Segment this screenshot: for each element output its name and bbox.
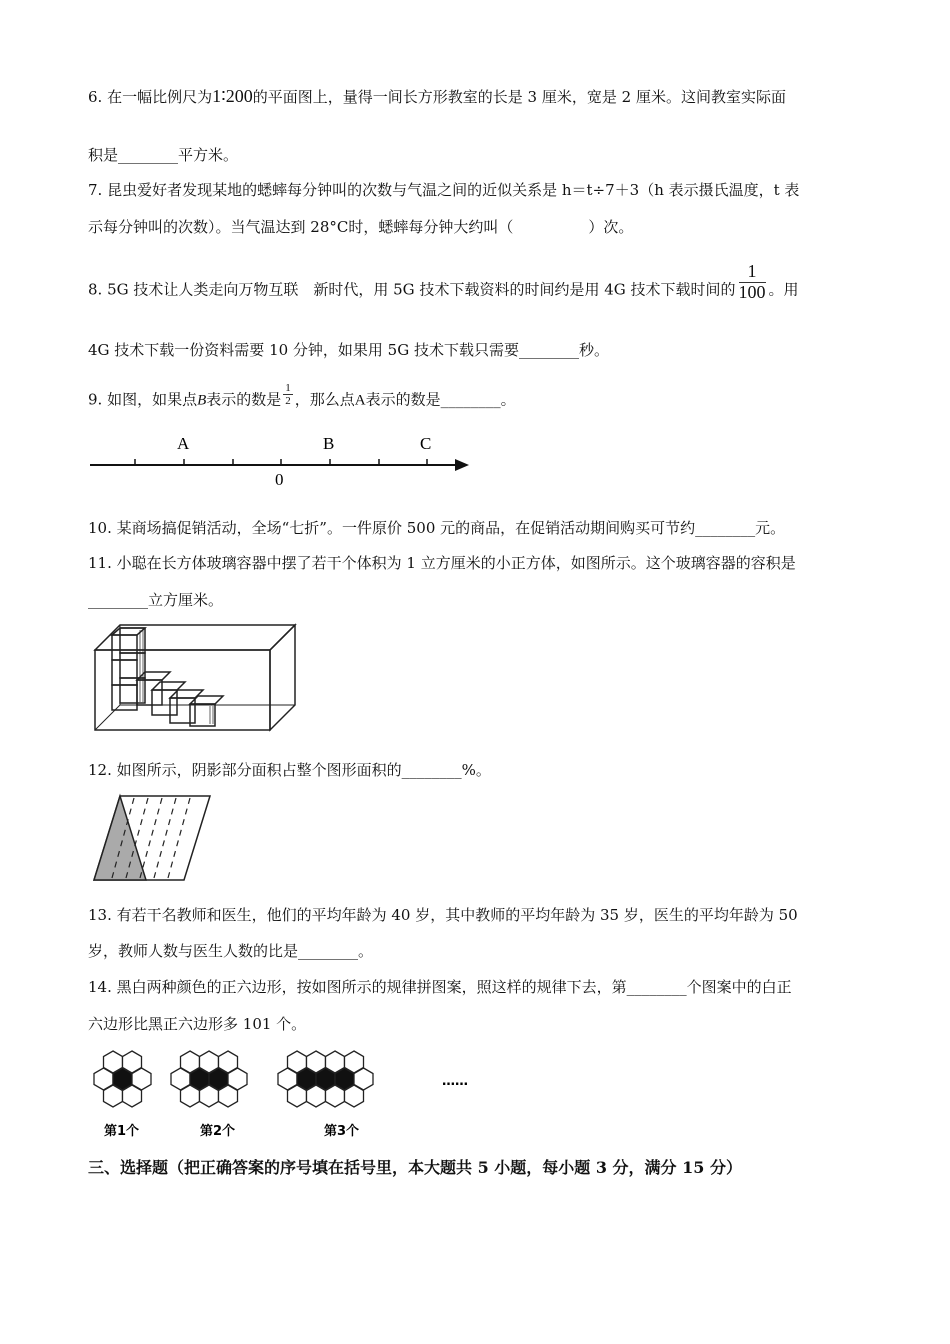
q8-line1 [88,261,799,311]
pattern-3 [278,1051,373,1107]
q14-line2: 六边形比黑正六边形多 101 个。 [88,1015,307,1033]
q11-line2: ________立方厘米。 [88,591,224,609]
section3-heading: 三、选择题（把正确答案的序号填在括号里，本大题共 5 小题，每小题 3 分，满分 15 分） [88,1158,742,1177]
axis-label-a: A [177,434,190,453]
axis-label-zero: 0 [275,470,284,489]
q8-text-post: 。用 [768,280,799,299]
q6-scale: 1∶200 [212,86,253,106]
point-b-label: B [197,392,207,409]
pattern-ellipsis: …… [442,1074,468,1089]
parallelogram-diagram [90,792,215,884]
number-line-diagram [85,425,485,495]
q6-text-post: 的平面图上，量得一间长方形教室的长是 3 厘米，宽是 2 厘米。这间教室实际面 [252,88,786,106]
q6-text-pre: 6. 在一幅比例尺为 [88,88,213,106]
caption-3: 第3个 [324,1124,360,1139]
q13-line1: 13. 有若干名教师和医生，他们的平均年龄为 40 岁，其中教师的平均年龄为 35 岁，医生的平均年龄为 50 [88,906,798,924]
q10-line1: 10. 某商场搞促销活动，全场“七折”。一件原价 500 元的商品，在促销活动期间购买可节约________元。 [88,519,786,537]
q13-line2: 岁，教师人数与医生人数的比是________。 [88,942,374,960]
q6-line1 [88,86,786,107]
pattern-2 [171,1051,247,1107]
q8-text-pre: 8. 5G 技术让人类走向万物互联 新时代，用 5G 技术下载资料的时间约是用 4G 技术下载时间的 [88,280,736,299]
q7-line2: 示每分钟叫的次数）。当气温达到 28°C时，蟋蟀每分钟大约叫（ ）次。 [88,218,634,236]
q11-line1: 11. 小聪在长方体玻璃容器中摆了若干个体积为 1 立方厘米的小正方体，如图所示。这个玻璃容器的容积是 [88,554,796,572]
q8-fraction: $\frac{1}{100}$ [738,261,766,302]
q12-line1: 12. 如图所示，阴影部分面积占整个图形面积的________%。 [88,761,491,779]
q9-fraction: $\frac{1}{2}$ [285,382,291,408]
hexagon-pattern-diagram [90,1045,490,1145]
caption-2: 第2个 [200,1124,236,1139]
pattern-1 [94,1051,151,1107]
glass-container-diagram [90,620,305,735]
q8-line2: 4G 技术下载一份资料需要 10 分钟，如果用 5G 技术下载只需要________秒。 [88,341,609,359]
axis-label-b: B [323,434,335,453]
q7-line1: 7. 昆虫爱好者发现某地的蟋蟀每分钟叫的次数与气温之间的近似关系是 h＝t÷7＋3（h 表示摄氏温度，t 表 [88,181,800,199]
q9-line1: 9. 如图，如果点B表示的数是 $\frac{1}{2}$ ，那么点A表示的数是________。 [88,382,516,409]
q14-line1: 14. 黑白两种颜色的正六边形，按如图所示的规律拼图案，照这样的规律下去，第________个图案中的白正 [88,978,792,996]
axis-label-c: C [420,434,432,453]
point-a-label: A [354,392,366,409]
q6-line2: 积是________平方米。 [88,146,239,164]
caption-1: 第1个 [104,1124,140,1139]
